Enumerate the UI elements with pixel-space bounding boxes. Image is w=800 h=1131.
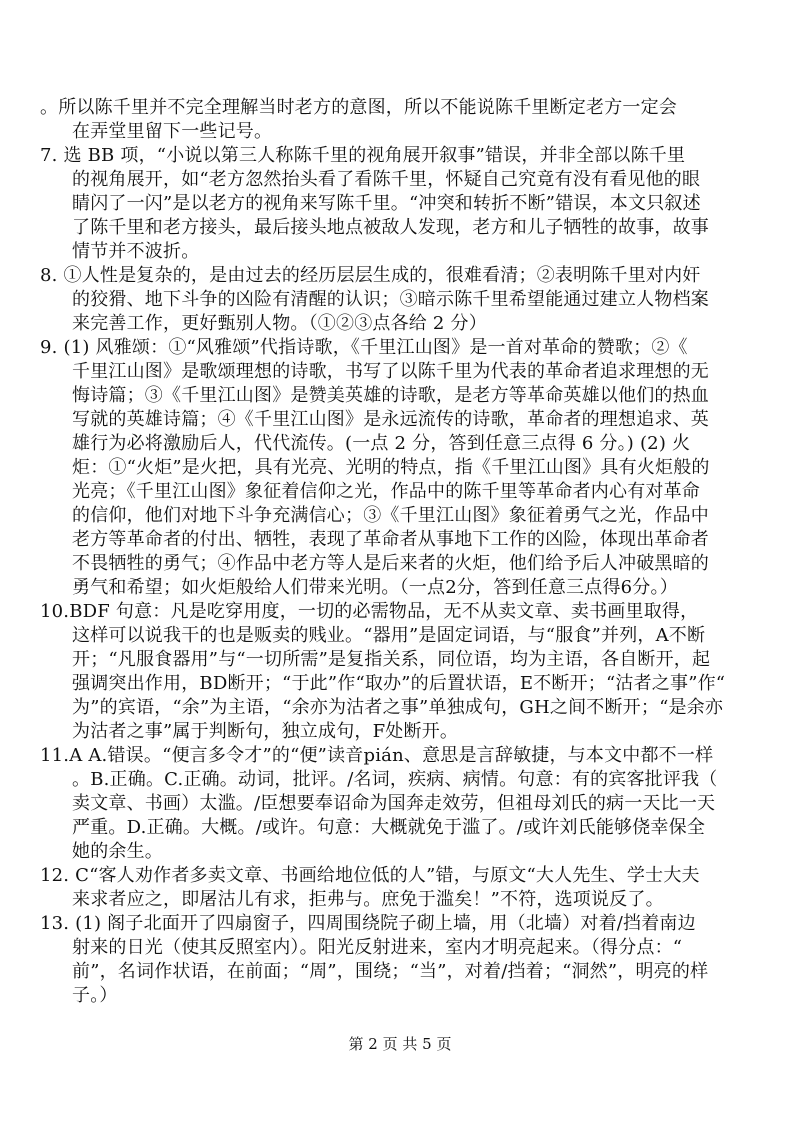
text-line: 强调突出作用，BD断开；“于此”作“取办”的后置状语，E不断开；“沽者之事”作“	[72, 673, 726, 694]
text-line: 来完善工作，更好甄别人物。（①②③点各给 2 分）	[72, 313, 487, 334]
text-line: 11.A A.错误。“便言多令才”的“便”读音pián、意思是言辞敏捷，与本文中都不一样	[40, 745, 714, 766]
text-line: 8. ①人性是复杂的，是由过去的经历层层生成的，很难看清；②表明陈千里对内奸	[40, 265, 701, 286]
text-line: 射来的日光（使其反照室内）。阳光反射进来，室内才明亮起来。（得分点：“	[72, 937, 683, 958]
answer-text-body	[40, 96, 780, 1008]
text-line: 悔诗篇；③《千里江山图》是赞美英雄的诗歌，是老方等革命英雄以他们的热血	[72, 385, 709, 406]
page-number-footer: 第 2 页 共 5 页	[348, 1035, 452, 1053]
text-line: 勇气和希望；如火炬般给人们带来光明。（一点2分，答到任意三点得6分。）	[72, 577, 678, 598]
text-line: 7. 选 BB 项，“小说以第三人称陈千里的视角展开叙事”错误，并非全部以陈千里	[40, 145, 686, 166]
text-line: 为沽者之事”属于判断句，独立成句，F处断开。	[72, 721, 459, 742]
text-line: 的视角展开，如“老方忽然抬头看了看陈千里，怀疑自己究竟有没有看见他的眼	[72, 169, 701, 190]
text-line: 了陈千里和老方接头，最后接头地点被敌人发现，老方和儿子牺牲的故事，故事	[72, 217, 709, 238]
text-line: 这样可以说我干的也是贩卖的贱业。“器用”是固定词语，与“服食”并列，A不断	[72, 625, 706, 646]
text-line: 写就的英雄诗篇；④《千里江山图》是永远流传的诗歌，革命者的理想追求、英	[72, 409, 709, 430]
text-line: 在弄堂里留下一些记号。	[72, 121, 273, 142]
text-line: 。B.正确。C.正确。动词，批评。/名词，疾病、病情。句意：有的宾客批评我（	[72, 769, 718, 790]
text-line: 雄行为必将激励后人，代代流传。(一点 2 分，答到任意三点得 6 分。) (2) 火	[72, 433, 691, 454]
text-line: 千里江山图》是歌颂理想的诗歌，书写了以陈千里为代表的革命者追求理想的无	[72, 361, 709, 382]
text-line: 炬：①“火炬”是火把，具有光亮、光明的特点，指《千里江山图》具有火炬般的	[72, 457, 710, 478]
text-line: 光亮；《千里江山图》象征着信仰之光，作品中的陈千里等革命者内心有对革命	[72, 481, 700, 502]
text-line: 的狡猾、地下斗争的凶险有清醒的认识；③暗示陈千里希望能通过建立人物档案	[72, 289, 709, 310]
text-line: 。所以陈千里并不完全理解当时老方的意图，所以不能说陈千里断定老方一定会	[40, 97, 677, 118]
text-line: 来求者应之，即屠沽儿有求，拒弗与。庶免于滥矣！”不符，选项说反了。	[72, 889, 664, 910]
text-line: 老方等革命者的付出、牺牲，表现了革命者从事地下工作的凶险，体现出革命者	[72, 529, 709, 550]
text-line: 开；“凡服食器用”与“一切所需”是复指关系，同位语，均为主语，各自断开，起	[72, 649, 711, 670]
text-line: 10.BDF 句意：凡是吃穿用度，一切的必需物品，无不从卖文章、卖书画里取得，	[40, 601, 699, 622]
text-line: 她的余生。	[72, 841, 163, 862]
text-line: 9. (1) 风雅颂：①“风雅颂”代指诗歌，《千里江山图》是一首对革命的赞歌；②《	[40, 337, 688, 358]
text-line: 12. C“客人劝作者多卖文章、书画给地位低的人”错，与原文“大人先生、学士大夫	[40, 865, 700, 886]
text-line: 严重。D.正确。大概。/或许。句意：大概就免于滥了。/或许刘氏能够侥幸保全	[72, 817, 706, 838]
text-line: 为”的宾语，“余”为主语，“余亦为沽者之事”单独成句，GH之间不断开；“是余亦	[72, 697, 724, 718]
text-line: 卖文章、书画）太滥。/臣想要奉诏命为国奔走效劳，但祖母刘氏的病一天比一天	[72, 793, 716, 814]
text-line: 的信仰，他们对地下斗争充满信心；③《千里江山图》象征着勇气之光，作品中	[72, 505, 709, 526]
text-line: 子。）	[72, 985, 118, 1006]
text-line: 情节并不波折。	[72, 241, 200, 262]
text-line: 13. (1) 阁子北面开了四扇窗子，四周围绕院子砌上墙，用（北墙）对着/挡着南边	[40, 913, 696, 934]
text-line: 睛闪了一闪”是以老方的视角来写陈千里。“冲突和转折不断”错误，本文只叙述	[72, 193, 701, 214]
text-line: 前”，名词作状语，在前面；“周”，围绕；“当”，对着/挡着；“洞然”，明亮的样	[72, 961, 709, 982]
text-line: 不畏牺牲的勇气；④作品中老方等人是后来者的火炬，他们给予后人冲破黑暗的	[72, 553, 709, 574]
